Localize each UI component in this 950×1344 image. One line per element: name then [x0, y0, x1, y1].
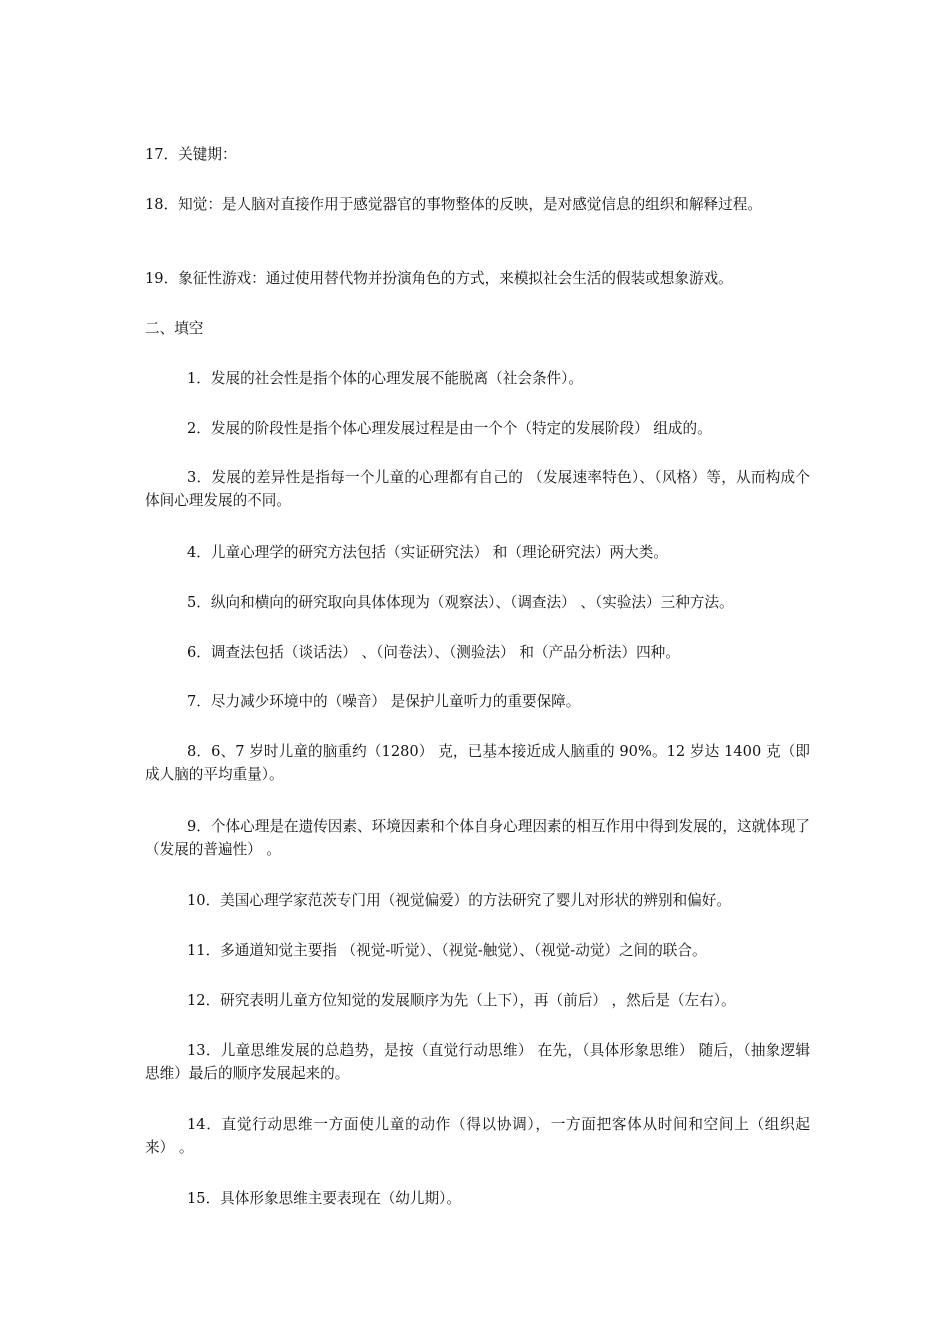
definition-18: 18．知觉：是人脑对直接作用于感觉器官的事物整体的反映，是对感觉信息的组织和解释过程。	[145, 196, 762, 213]
fill-item-5: 5．纵向和横向的研究取向具体体现为（观察法）、（调查法） 、（实验法）三种方法。	[187, 594, 734, 611]
fill-item-15: 15．具体形象思维主要表现在（幼儿期）。	[187, 1190, 461, 1207]
fill-item-8: 8．6、7 岁时儿童的脑重约（1280） 克，已基本接近成人脑重的 90%。12 岁达 1400 克（即成人脑的平均重量）。	[145, 743, 810, 783]
fill-item-10: 10．美国心理学家范茨专门用（视觉偏爱）的方法研究了婴儿对形状的辨别和偏好。	[187, 892, 731, 909]
fill-item-3: 3．发展的差异性是指每一个儿童的心理都有自己的 （发展速率特色）、（风格）等，从而构成个体间心理发展的不同。	[145, 469, 810, 509]
section-heading-fill-blank: 二、填空	[145, 320, 204, 337]
fill-item-2: 2．发展的阶段性是指个体心理发展过程是由一个个（特定的发展阶段） 组成的。	[187, 420, 712, 437]
fill-item-14: 14．直觉行动思维一方面使儿童的动作（得以协调），一方面把客体从时间和空间上（组织起来） 。	[145, 1116, 810, 1156]
fill-item-11: 11．多通道知觉主要指 （视觉-听觉）、（视觉-触觉）、（视觉-动觉）之间的联合。	[187, 942, 707, 959]
fill-item-1: 1．发展的社会性是指个体的心理发展不能脱离（社会条件）。	[187, 370, 584, 387]
fill-item-6: 6．调查法包括（谈话法） 、（问卷法）、（测验法） 和（产品分析法）四种。	[187, 644, 680, 661]
fill-item-12: 12．研究表明儿童方位知觉的发展顺序为先（上下），再（前后） ，然后是（左右）。	[187, 992, 736, 1009]
fill-item-7: 7．尽力减少环境中的（噪音） 是保护儿童听力的重要保障。	[187, 693, 581, 710]
fill-item-13: 13．儿童思维发展的总趋势，是按（直觉行动思维） 在先，（具体形象思维） 随后，（抽象逻辑思维）最后的顺序发展起来的。	[145, 1042, 810, 1082]
definition-19: 19．象征性游戏：通过使用替代物并扮演角色的方式，来模拟社会生活的假装或想象游戏。	[145, 270, 733, 287]
definition-17: 17．关键期：	[145, 146, 237, 163]
fill-item-9: 9．个体心理是在遗传因素、环境因素和个体自身心理因素的相互作用中得到发展的，这就体现了（发展的普遍性） 。	[145, 818, 810, 858]
fill-item-4: 4．儿童心理学的研究方法包括（实证研究法） 和（理论研究法）两大类。	[187, 544, 668, 561]
